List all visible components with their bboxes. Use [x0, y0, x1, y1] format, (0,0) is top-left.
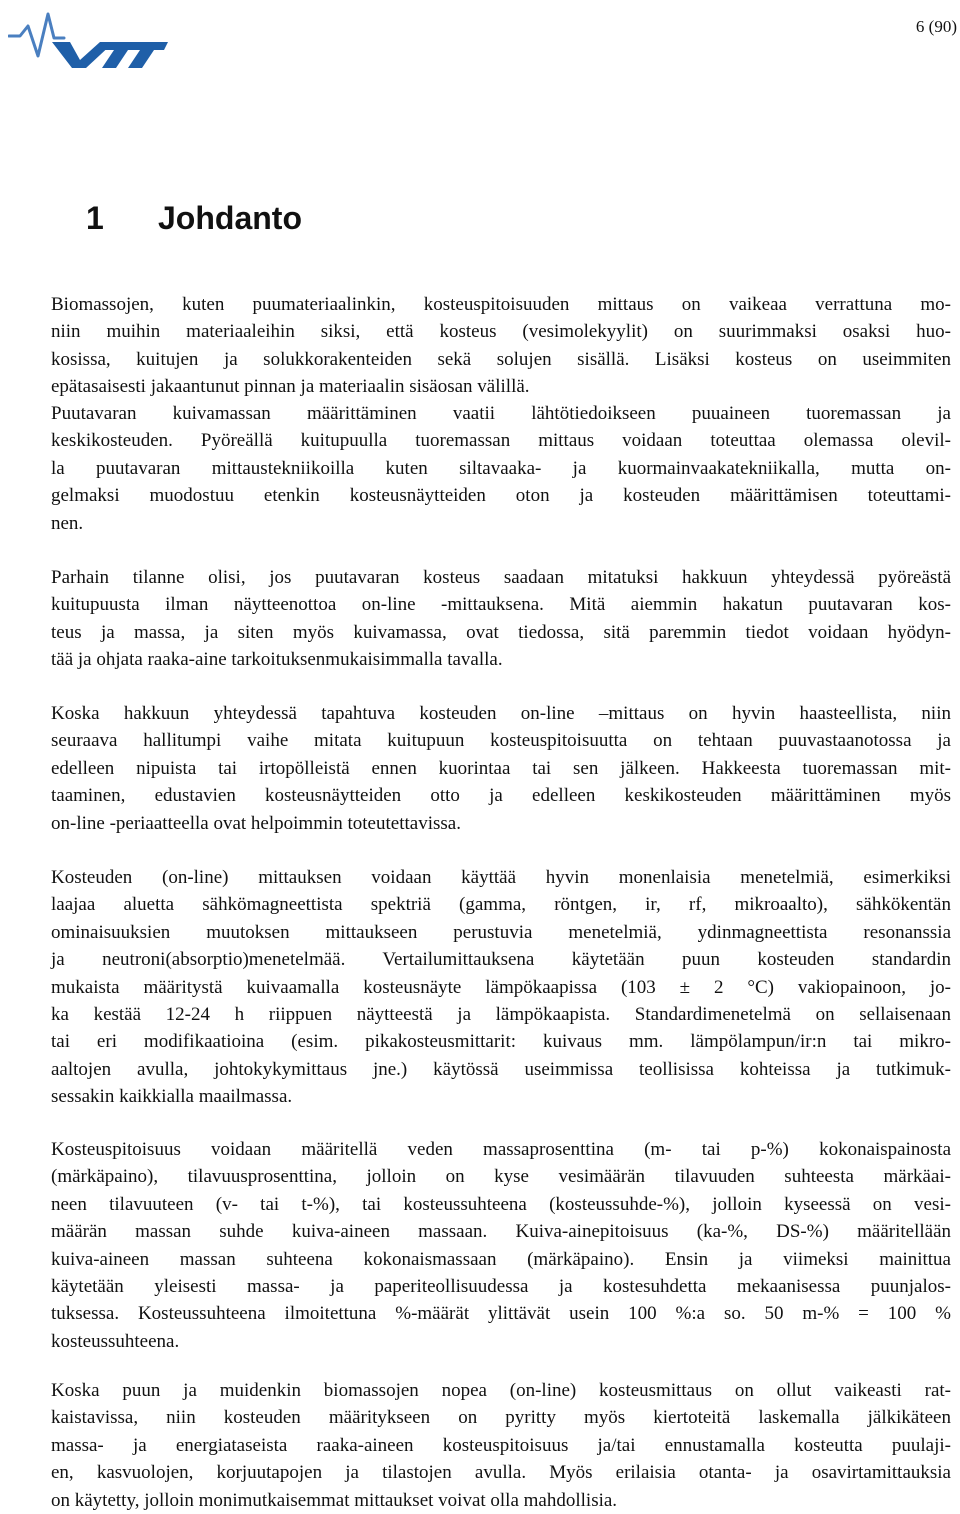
text-line: kaistavissa, niin kosteuden määritykseen on pyritty myös kiertoteitä laskemalla jälkikäteen [51, 1407, 951, 1429]
text-line: ominaisuuksien muutoksen mittaukseen perustuvia menetelmiä, ydinmagneettista resonanssia [51, 921, 951, 943]
text-line: sessakin kaikkialla maailmassa. [51, 1086, 293, 1108]
text-line: on-line -periaatteella ovat helpoimmin toteutettavissa. [51, 812, 461, 834]
text-line: (märkäpaino), tilavuusprosenttina, jolloin on kyse vesimäärän tilavuuden suhteesta märkäai- [51, 1166, 951, 1188]
section-title: Johdanto [158, 200, 302, 236]
text-line: Koska puun ja muidenkin biomassojen nopea (on-line) kosteusmittaus on ollut vaikeasti rat- [51, 1380, 951, 1401]
text-line: massa- ja energiataseista raaka-aineen kosteuspitoisuus ja/tai ennustamalla kosteutta puulaji- [51, 1434, 951, 1456]
text-line: tai eri modifikaatioina (esim. pikakosteusmittarit: kuivaus mm. lämpölampun/ir:n tai mikro- [51, 1031, 951, 1053]
text-line: niin muihin materiaaleihin siksi, että kosteus (vesimolekyylit) on suurimmaksi osaksi huo- [51, 321, 951, 343]
text-line: ka kestää 12-24 h riippuen näytteestä ja lämpökaapista. Standardimenetelmä on sellaisenaan [51, 1004, 951, 1026]
text-line: neen tilavuuteen (v- tai t-%), tai kosteussuhteena (kosteussuhde-%), jolloin kyseessä on vesi- [51, 1193, 951, 1215]
text-line: Parhain tilanne olisi, jos puutavaran kosteus saadaan mitatuksi hakkuun yhteydessä pyöreästä [51, 567, 951, 588]
text-line: kosissa, kuitujen ja solukkorakenteiden sekä solujen sisällä. Lisäksi kosteus on useimmiten [51, 348, 951, 370]
paragraph-2 [51, 400, 951, 537]
text-line: on käytetty, jolloin monimutkaisemmat mittaukset voivat olla mahdollisia. [51, 1489, 618, 1511]
text-line: en, kasvuolojen, korjuutapojen ja tilastojen avulla. Myös erilaisia otanta- ja osavirtamittauksia [51, 1462, 951, 1484]
text-line: Koska hakkuun yhteydessä tapahtuva kosteuden on-line –mittaus on hyvin haasteellista, niin [51, 703, 951, 724]
text-line: seuraava hallitumpi vaihe mitata kuitupuun kosteuspitoisuutta on tehtaan puuvastaanotossa ja [51, 730, 951, 752]
text-line: tuksessa. Kosteussuhteena ilmoitettuna %-määrät ylittävät usein 100 %:a so. 50 m-% = 100 % [51, 1303, 951, 1325]
paragraph-5 [51, 864, 951, 1111]
text-line: keskikosteuden. Pyöreällä kuitupuulla tuoremassan mittaus voidaan toteuttaa olemassa olevil- [51, 430, 951, 452]
text-line: tää ja ohjata raaka-aine tarkoituksenmukaisimmalla tavalla. [51, 649, 503, 671]
text-line: Puutavaran kuivamassan määrittäminen vaatii lähtötiedoikseen puuaineen tuoremassan ja [51, 403, 951, 424]
text-line: la puutavaran mittaustekniikoilla kuten siltavaaka- ja kuormainvaakatekniikalla, mutta on- [51, 457, 951, 479]
text-line: kosteussuhteena. [51, 1330, 180, 1352]
text-line: Kosteuden (on-line) mittauksen voidaan käyttää hyvin monenlaisia menetelmiä, esimerkiksi [51, 867, 951, 888]
text-line: epätasaisesti jakaantunut pinnan ja materiaalin sisäosan välillä. [51, 376, 530, 398]
page-number: 6 (90) [915, 17, 957, 36]
paragraph-3 [51, 564, 951, 674]
logo-letter-t2 [128, 42, 168, 68]
text-line: teus ja massa, ja siten myös kuivamassa, ovat tiedossa, sitä paremmin tiedot voidaan hyödyn- [51, 621, 951, 643]
text-line: edelleen nipuista tai irtopölleistä ennen kuorintaa tai sen jälkeen. Hakkeesta tuoremassan mit- [51, 757, 951, 779]
paragraph-6 [51, 1136, 951, 1355]
text-line: Biomassojen, kuten puumateriaalinkin, kosteuspitoisuuden mittaus on vaikeaa verrattuna mo- [51, 294, 951, 315]
text-line: kuitupuusta ilman näytteenottoa on-line -mittauksena. Mitä aiemmin hakatun puutavaran kos- [51, 594, 951, 616]
paragraph-4 [51, 700, 951, 837]
text-line: kuiva-aineen massan suhteena kokonaismassaan (märkäpaino). Ensin ja viimeksi mainittua [51, 1248, 951, 1270]
paragraph-1 [51, 291, 951, 401]
text-line: käytetään yleisesti massa- ja paperiteollisuudessa ja kostesuhdetta mekaanisessa puunjalos- [51, 1276, 951, 1298]
text-line: ja neutroni(absorptio)menetelmää. Vertailumittauksena käytetään puun kosteuden standardin [51, 949, 951, 971]
text-line: gelmaksi muodostuu etenkin kosteusnäytteiden oton ja kosteuden määrittämisen toteuttami- [51, 485, 951, 507]
section-number: 1 [86, 200, 104, 236]
section-heading [86, 198, 302, 238]
text-line: Kosteuspitoisuus voidaan määritellä veden massaprosenttina (m- tai p-%) kokonaispainosta [51, 1139, 951, 1160]
vtt-logo [8, 8, 168, 70]
paragraph-7 [51, 1377, 951, 1514]
text-line: määrän massan suhde kuiva-aineen massaan. Kuiva-ainepitoisuus (ka-%, DS-%) määritellään [51, 1221, 951, 1243]
text-line: nen. [51, 512, 84, 534]
text-line: taaminen, edustavien kosteusnäytteiden otto ja edelleen keskikosteuden määrittäminen myös [51, 785, 951, 807]
text-line: aaltojen avulla, johtokykymittaus jne.) käytössä useimmissa teollisissa kohteissa ja tutkimuk- [51, 1058, 951, 1080]
logo-wave-icon [9, 14, 64, 56]
text-line: mukaista määritystä kuivaamalla kosteusnäyte lämpökaapissa (103 ± 2 °C) vakiopainoon, jo- [51, 976, 951, 998]
text-line: laajaa aluetta sähkömagneettista spektriä (gamma, röntgen, ir, rf, mikroaalto), sähkökentän [51, 894, 951, 916]
